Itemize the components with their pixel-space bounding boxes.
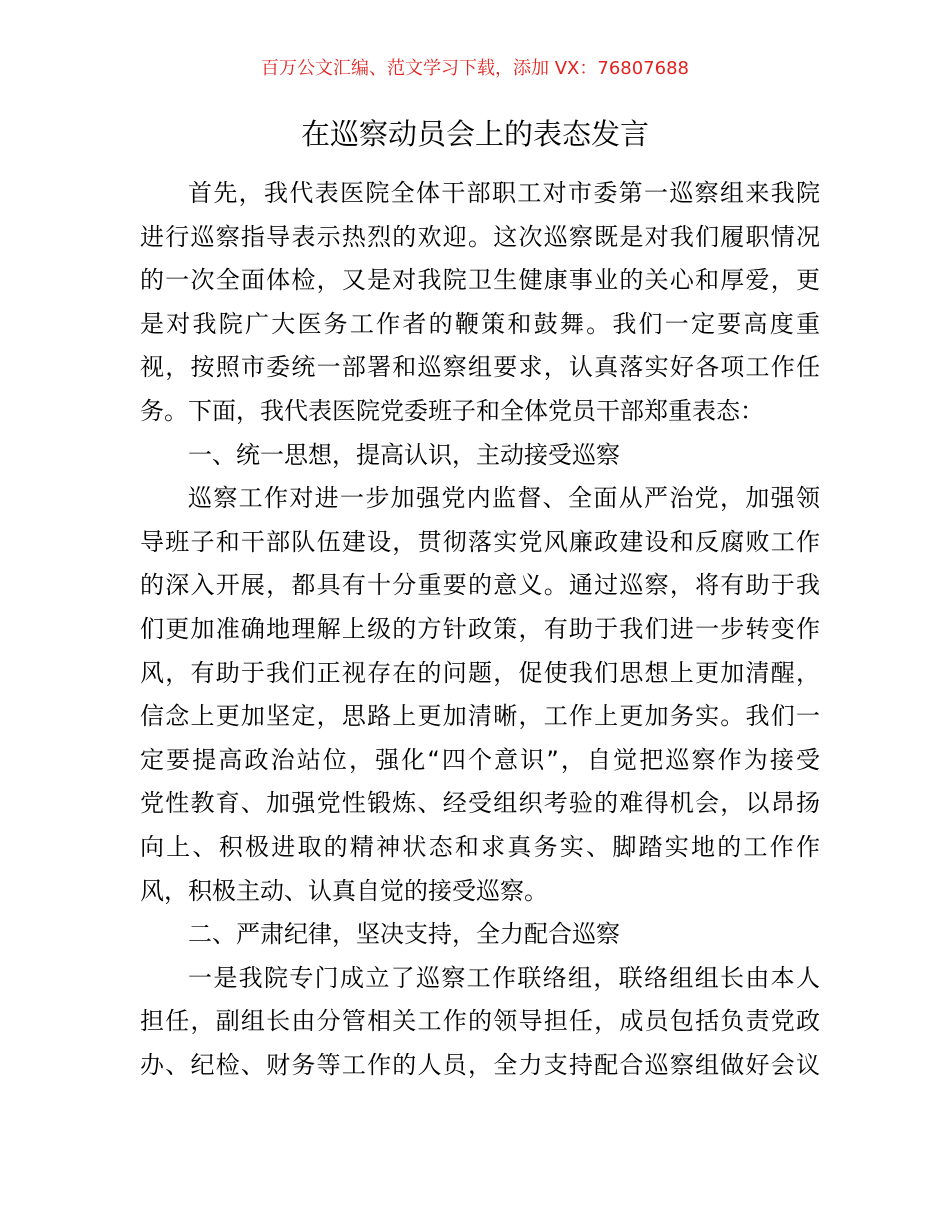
paragraph-line: 巡察工作对进一步加强党内监督、全面从严治党，加强领 <box>188 484 820 513</box>
paragraph-line: 首先，我代表医院全体干部职工对市委第一巡察组来我院 <box>188 179 820 207</box>
paragraph-line: 担任，副组长由分管相关工作的领导担任，成员包括负责党政 <box>140 1007 820 1036</box>
paragraph-line: 风，积极主动、认真自觉的接受巡察。 <box>140 876 548 905</box>
watermark-header: 百万公文汇编、范文学习下载，添加 VX：76807688 <box>261 58 689 79</box>
section-heading: 一、统一思想，提高认识，主动接受巡察 <box>188 440 620 469</box>
paragraph-line: 信念上更加坚定，思路上更加清晰，工作上更加务实。我们一 <box>140 702 820 731</box>
document-title: 在巡察动员会上的表态发言 <box>300 117 649 151</box>
paragraph-line: 是对我院广大医务工作者的鞭策和鼓舞。我们一定要高度重 <box>140 309 820 338</box>
section-heading: 二、严肃纪律，坚决支持，全力配合巡察 <box>188 920 620 949</box>
paragraph-line: 导班子和干部队伍建设，贯彻落实党风廉政建设和反腐败工作 <box>140 527 820 556</box>
paragraph-line: 进行巡察指导表示热烈的欢迎。这次巡察既是对我们履职情况 <box>140 222 820 251</box>
paragraph-line: 的深入开展，都具有十分重要的意义。通过巡察，将有助于我 <box>140 571 820 600</box>
paragraph-line: 向上、积极进取的精神状态和求真务实、脚踏实地的工作作 <box>140 832 820 861</box>
paragraph-line: 的一次全面体检，又是对我院卫生健康事业的关心和厚爱，更 <box>140 266 820 295</box>
paragraph-line: 们更加准确地理解上级的方针政策，有助于我们进一步转变作 <box>140 614 820 643</box>
paragraph-line: 定要提高政治站位，强化“四个意识”，自觉把巡察作为接受 <box>140 745 820 774</box>
paragraph-line: 办、纪检、财务等工作的人员，全力支持配合巡察组做好会议 <box>140 1050 820 1079</box>
document-body <box>140 172 820 1087</box>
paragraph-line: 一是我院专门成立了巡察工作联络组，联络组组长由本人 <box>188 963 820 992</box>
paragraph-line: 风，有助于我们正视存在的问题，促使我们思想上更加清醒， <box>140 658 820 687</box>
paragraph-line: 务。下面，我代表医院党委班子和全体党员干部郑重表态： <box>140 396 764 425</box>
paragraph-line: 党性教育、加强党性锻炼、经受组织考验的难得机会，以昂扬 <box>140 789 820 818</box>
paragraph-line: 视，按照市委统一部署和巡察组要求，认真落实好各项工作任 <box>140 353 820 382</box>
